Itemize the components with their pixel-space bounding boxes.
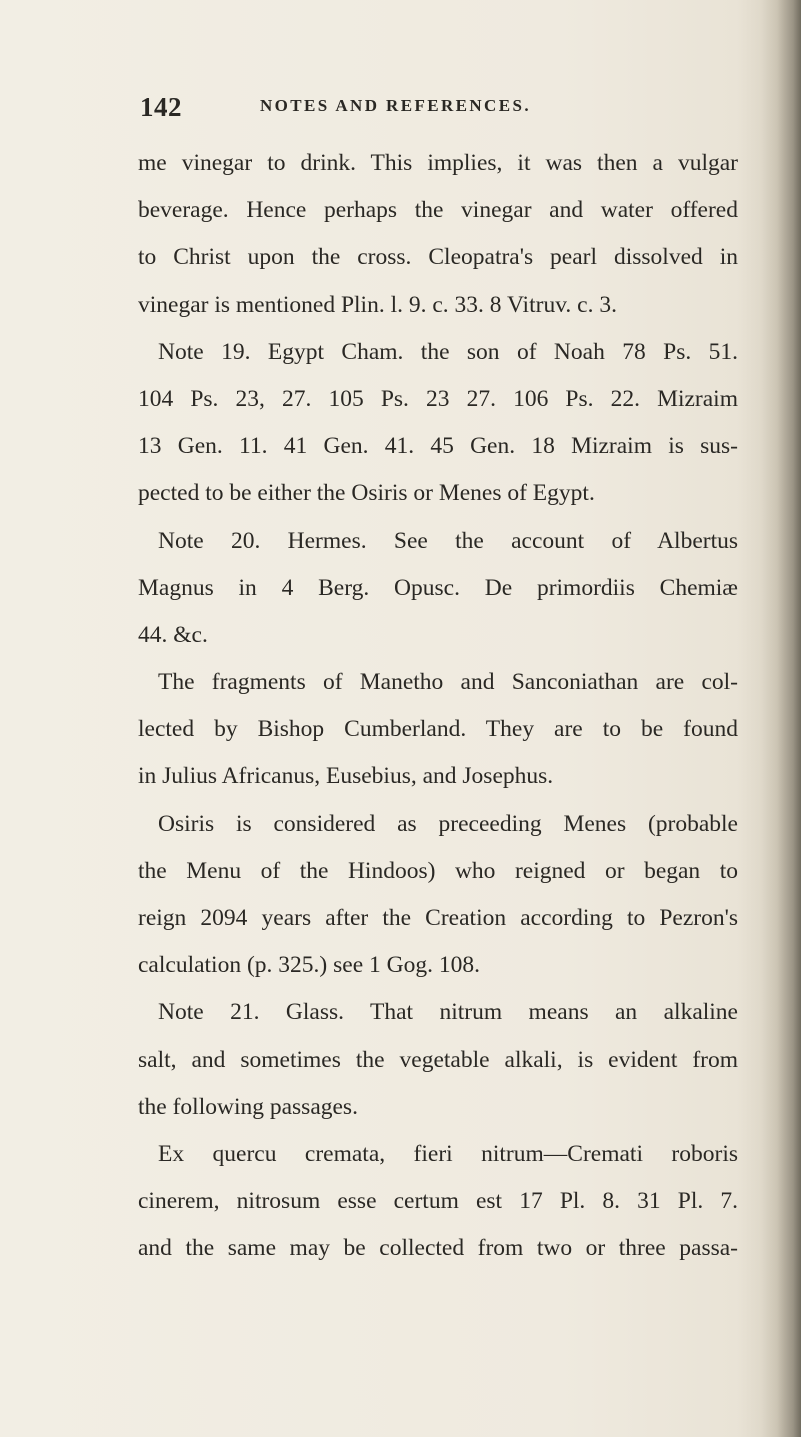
- body-text: [138, 140, 738, 1273]
- text-line: vinegar is mentioned Plin. l. 9. c. 33. 8 Vitruv. c. 3.: [138, 291, 617, 318]
- text-line: Ex quercu cremata, fieri nitrum—Cremati roboris: [158, 1140, 738, 1167]
- text-line: salt, and sometimes the vegetable alkali, is evident from: [138, 1046, 738, 1073]
- running-head-title: NOTES AND REFERENCES.: [260, 96, 531, 115]
- text-line: the following passages.: [138, 1093, 358, 1120]
- text-line: 104 Ps. 23, 27. 105 Ps. 23 27. 106 Ps. 22. Mizraim: [138, 385, 738, 412]
- text-line: beverage. Hence perhaps the vinegar and water offered: [138, 197, 738, 224]
- text-line: cinerem, nitrosum esse certum est 17 Pl. 8. 31 Pl. 7.: [138, 1188, 738, 1215]
- text-line: Magnus in 4 Berg. Opusc. De primordiis Chemiæ: [138, 574, 738, 601]
- running-head: [140, 92, 700, 132]
- text-line: Note 20. Hermes. See the account of Albertus: [158, 527, 738, 554]
- text-line: calculation (p. 325.) see 1 Gog. 108.: [138, 952, 480, 979]
- page-number: 142: [140, 92, 182, 122]
- text-line: pected to be either the Osiris or Menes of Egypt.: [138, 480, 595, 507]
- text-line: reign 2094 years after the Creation according to Pezron's: [138, 905, 738, 931]
- text-line: to Christ upon the cross. Cleopatra's pearl dissolved in: [138, 244, 738, 271]
- text-line: Note 19. Egypt Cham. the son of Noah 78 Ps. 51.: [158, 338, 738, 365]
- text-line: the Menu of the Hindoos) who reigned or began to: [138, 857, 738, 884]
- text-line: lected by Bishop Cumberland. They are to be found: [138, 716, 738, 743]
- text-line: 13 Gen. 11. 41 Gen. 41. 45 Gen. 18 Mizraim is sus-: [138, 433, 738, 460]
- text-line: 44. &c.: [138, 621, 208, 648]
- text-line: in Julius Africanus, Eusebius, and Josephus.: [138, 763, 554, 790]
- text-line: Note 21. Glass. That nitrum means an alkaline: [158, 999, 738, 1026]
- text-line: Osiris is considered as preceeding Menes (probable: [158, 810, 738, 837]
- text-line: me vinegar to drink. This implies, it was then a vulgar: [138, 150, 738, 176]
- page-binding-shadow: [761, 0, 801, 1437]
- text-line: and the same may be collected from two or three passa-: [138, 1235, 738, 1262]
- text-line: The fragments of Manetho and Sanconiathan are col-: [158, 669, 738, 696]
